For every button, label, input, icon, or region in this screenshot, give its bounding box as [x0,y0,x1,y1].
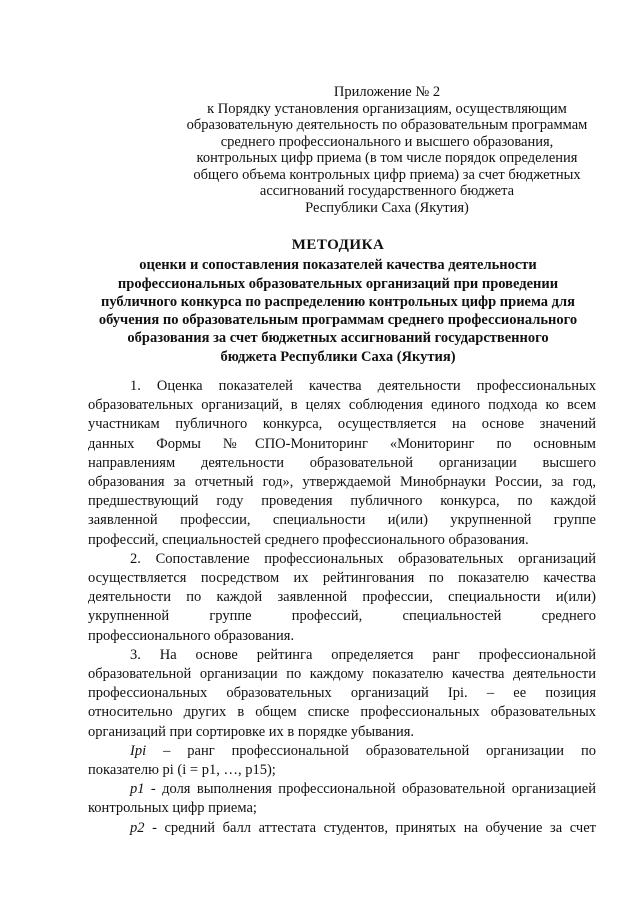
paragraph-line: заявленной профессии, специальности и(или) укрупненной группе [88,512,596,529]
appendix-line: общего объема контрольных цифр приема) за счет бюджетных [193,166,581,183]
definition-ipi [88,742,596,780]
appendix-line: среднего профессионального и высшего образования, [220,133,554,150]
appendix-line: Приложение № 2 [333,84,441,100]
paragraph-line: данных Формы №СПО-Мониторинг «Мониторинг по основным [88,435,596,452]
paragraph-line: укрупненной группе профессий, специальностей среднего [88,608,596,625]
paragraph-line: предшествующий году проведения публичного конкурса, по каждой [88,493,596,510]
variable-symbol: Ipi [130,742,147,759]
definition-text: - средний балл аттестата студентов, принятых на обучение за счет [144,819,596,836]
title-line: бюджета Республики Саха (Якутия) [220,348,456,365]
title-line: публичного конкурса по распределению контрольных цифр приема для [101,293,575,310]
variable-symbol: p1 [130,781,145,798]
paragraph-line: профессий, специальностей среднего профессионального образования. [88,531,529,548]
paragraph-line: образовательной организации по каждому показателю качества деятельности [88,666,596,683]
title-line: профессиональных образовательных организаций при проведении [117,275,559,292]
title-line: образования за счет бюджетных ассигнований государственного [127,330,549,347]
document-title [64,236,612,366]
paragraph-line: 3. На основе рейтинга определяется ранг профессиональной [130,646,596,663]
paragraph-line: направлениям деятельности образовательной организации высшего [88,454,596,471]
paragraph-3 [88,646,596,742]
paragraph-line: 1. Оценка показателей качества деятельности профессиональных [130,378,596,394]
paragraph-line: относительно других в общем списке профессиональных образовательных [88,704,596,721]
title-main: МЕТОДИКА [291,237,385,253]
paragraph-line: участникам публичного конкурса, осуществляется на основе значений [88,416,596,433]
paragraph-2 [88,550,596,646]
paragraph-line: профессионального образования. [88,627,295,644]
paragraph-line: организаций при сортировке их в порядке убывания. [88,723,415,740]
appendix-line: контрольных цифр приема (в том числе порядок определения [196,150,578,166]
definition-line: контрольных цифр приема; [88,800,257,817]
appendix-header [168,84,606,216]
definition-p1 [88,780,596,818]
appendix-line: к Порядку установления организациям, осуществляющим [207,100,567,117]
definition-text: - доля выполнения профессиональной образовательной организацией [144,781,596,798]
definition-line [88,819,596,838]
definition-line [88,780,596,799]
definition-p2 [88,819,596,838]
paragraph-line: деятельности по каждой заявленной профессии, специальности и(или) [88,589,596,606]
appendix-line: образовательную деятельность по образовательным программам [186,117,588,133]
variable-symbol: p2 [130,819,145,836]
paragraph-line: образования за отчетный год», утверждаемой Минобрнауки России, за год, [88,474,596,491]
paragraph-line: профессиональных образовательных организаций Ipi. – ее позиция [88,685,596,702]
definition-line: показателю pi (i = p1, …, p15); [88,762,276,779]
title-line: обучения по образовательным программам среднего профессионального [98,312,578,329]
appendix-line: Республики Саха (Якутия) [305,199,469,216]
paragraph-line: образовательных организаций, в целях соблюдения единого подхода ко всем [88,397,596,414]
document-body [88,377,596,838]
paragraph-1 [88,377,596,550]
title-line: оценки и сопоставления показателей качества деятельности [139,257,537,274]
paragraph-line: осуществляется посредством их рейтингования по показателю качества [88,570,596,587]
appendix-line: ассигнований государственного бюджета [259,183,515,199]
definition-text: – ранг профессиональной образовательной организации по [146,742,596,759]
definition-line [88,742,596,761]
paragraph-line: 2. Сопоставление профессиональных образовательных организаций [130,550,596,567]
